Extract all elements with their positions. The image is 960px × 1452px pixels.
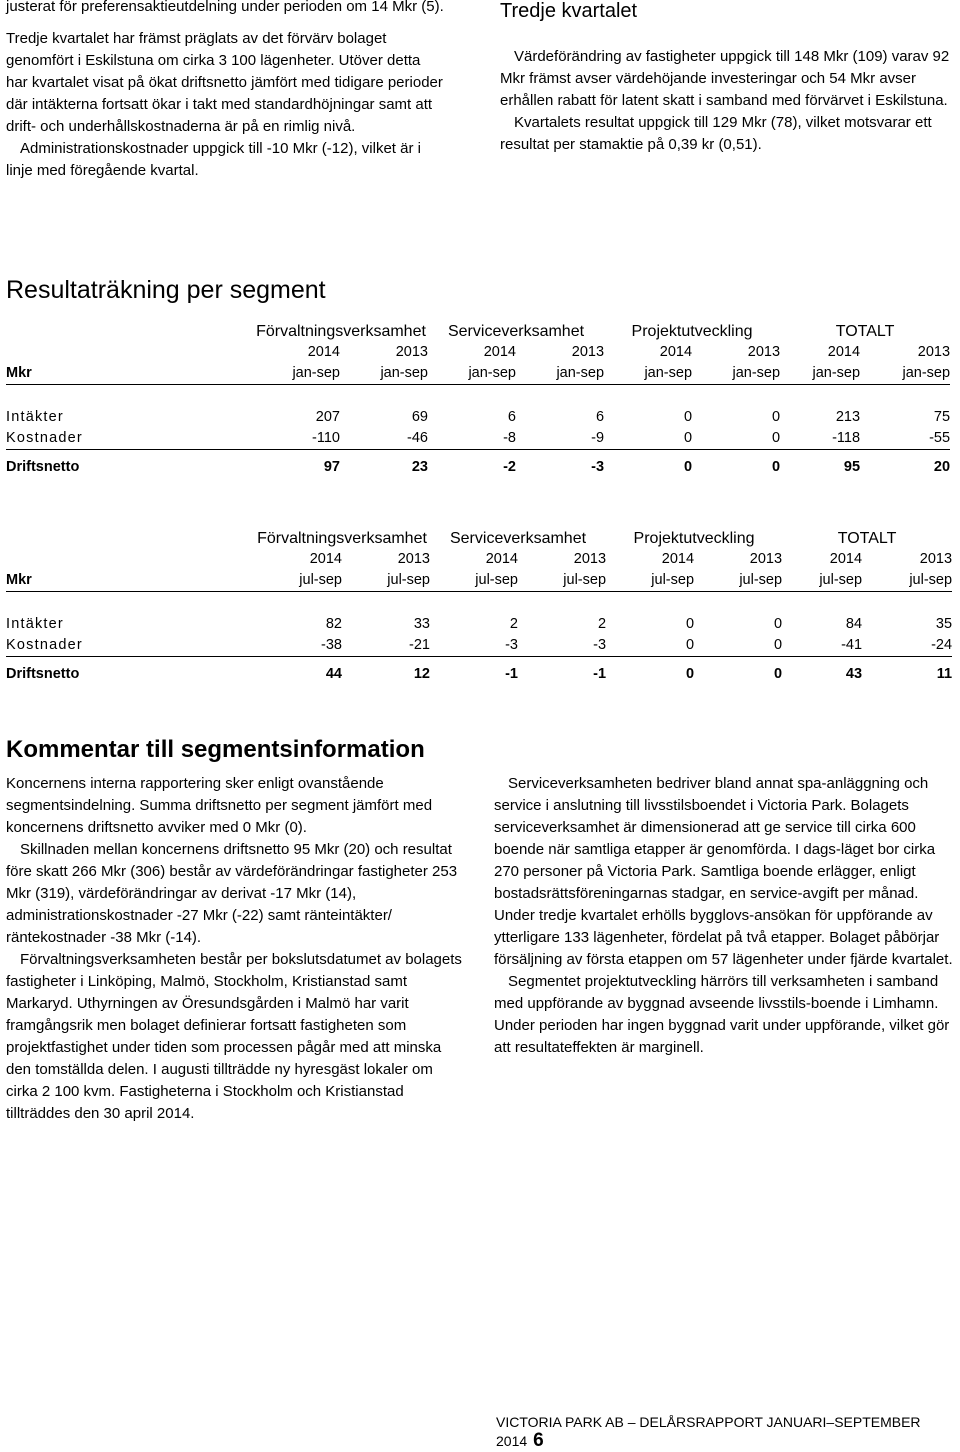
- group-header: Projektutveckling: [633, 529, 755, 547]
- group-header: Förvaltningsverksamhet: [257, 529, 427, 547]
- period-header: jan-sep: [428, 363, 516, 385]
- cell: -46: [340, 428, 428, 450]
- row-label: Kostnader: [6, 635, 254, 657]
- year-header: 2013: [749, 551, 783, 567]
- cell: 0: [604, 428, 692, 450]
- year-header: 2014: [827, 344, 861, 360]
- year-header: 2014: [829, 551, 863, 567]
- period-header: jan-sep: [340, 363, 428, 385]
- paragraph: Segmentet projektutveckling härrörs till verksamheten i samband med uppförande av byggnad avseende livsstils-boende i Limhamn. Under perioden har ingen byggnad varit under uppförande, vilket gör att resultateffekten är marginell.: [494, 973, 950, 1056]
- period-header: jan-sep: [516, 363, 604, 385]
- unit-label: Mkr: [6, 570, 254, 592]
- year-header: 2013: [395, 344, 428, 360]
- year-header: 2014: [483, 344, 516, 360]
- paragraph: Koncernens interna rapportering sker enligt ovanstående segmentsindelning. Summa driftsnetto per segment jämfört med koncernens driftsnetto avviker med 0 Mkr (0).: [6, 775, 433, 836]
- cell: -38: [254, 635, 342, 657]
- cell: -3: [591, 459, 605, 475]
- cell: -41: [782, 635, 862, 657]
- year-header: 2013: [917, 344, 951, 360]
- cell: 213: [835, 409, 861, 425]
- paragraph: Förvaltningsverksamheten består per bokslutsdatumet av bolagets fastigheter i Linköping, Malmö, Stockholm, Kristianstad samt Markaryd. Uthyrningen av Öresundsgården i Malmö har varit framgångsrik men bolaget definierar fortsatt fastigheten som projektfastighet under tiden som processen pågår med att minska den tomställda delen. I augusti tillträdde ny hyresgäst lokaler om cirka 2 100 kvm. Fastigheterna i Stockholm och Kristianstad tillträddes den 30 april 2014.: [6, 951, 462, 1122]
- cell: 0: [692, 428, 780, 450]
- paragraph: Serviceverksamheten bedriver bland annat spa-anläggning och service i anslutning till livsstilsboendet i Victoria Park. Bolagets serviceverksamhet är dimensionerad att ge service till cirka 600 boende när samtliga etapper är genomförda. I dags-läget bor cirka 270 personer på Victoria Park. Samtliga boende erlägger, enligt bostadsrättsföreningarnas stadgar, en service-avgift per månad. Under tredje kvartalet erhölls bygglovs-ansökan för uppförande av ytterligare 133 lägenheter, fördelat på två etapper. Bolaget påbörjar försäljning av första etappen om 57 lägenheter under fjärde kvartalet.: [494, 775, 953, 968]
- page-number: 6: [533, 1430, 544, 1451]
- segment-table-jan-sep: [6, 320, 950, 484]
- period-header: jul-sep: [862, 570, 952, 592]
- table-row: [6, 428, 950, 450]
- period-header: jan-sep: [780, 363, 860, 385]
- row-label: Intäkter: [6, 409, 64, 425]
- period-header: jan-sep: [692, 363, 780, 385]
- cell: 75: [933, 409, 951, 425]
- cell: 0: [683, 409, 693, 425]
- page-footer: [496, 1414, 960, 1452]
- table-row: [6, 614, 952, 635]
- paragraph: Kvartalets resultat uppgick till 129 Mkr (78), vilket motsvarar ett resultat per stamaktie på 0,39 kr (0,51).: [500, 114, 932, 153]
- group-header: Serviceverksamhet: [449, 529, 587, 547]
- year-header: 2014: [485, 551, 518, 567]
- footer-text: VICTORIA PARK AB – DELÅRSRAPPORT JANUARI–SEPTEMBER 2014: [496, 1414, 921, 1449]
- cell: 35: [935, 616, 953, 632]
- cell: -9: [516, 428, 604, 450]
- period-header: jul-sep: [606, 570, 694, 592]
- period-header: jul-sep: [782, 570, 862, 592]
- cell: 69: [411, 409, 428, 425]
- cell: -21: [342, 635, 430, 657]
- cell: -118: [780, 428, 860, 450]
- cell: 0: [773, 616, 783, 632]
- comment-right-column: [494, 773, 956, 1059]
- year-header: 2014: [659, 344, 693, 360]
- comment-left-column: [6, 773, 468, 1125]
- cell: 0: [771, 409, 781, 425]
- cell: 2: [597, 616, 607, 632]
- table-row: [6, 635, 952, 657]
- row-label: Driftsnetto: [6, 666, 80, 682]
- cell: 0: [773, 666, 783, 682]
- year-header: 2014: [309, 551, 342, 567]
- year-header: 2013: [919, 551, 953, 567]
- paragraph: Skillnaden mellan koncernens driftsnetto 95 Mkr (20) och resultat före skatt 266 Mkr (306) består av värdeförändringar fastigheter 253 Mkr (319), värdeförändringar av derivat -17 Mkr (14), administrationskostnader -27 Mkr (-22) samt ränteintäkter/ räntekostnader -38 Mkr (-14).: [6, 841, 458, 946]
- cell: 84: [845, 616, 863, 632]
- top-right-column: [500, 0, 950, 156]
- table-row: [6, 450, 950, 485]
- period-header: jul-sep: [342, 570, 430, 592]
- group-header: Förvaltningsverksamhet: [256, 322, 426, 340]
- section-title: Resultaträkning per segment: [6, 276, 326, 304]
- cell: -24: [862, 635, 952, 657]
- cell: 33: [413, 616, 430, 632]
- cell: 6: [507, 409, 516, 425]
- unit-label: Mkr: [6, 363, 254, 385]
- cell: 12: [413, 666, 430, 682]
- cell: 0: [683, 459, 693, 475]
- paragraph: Tredje kvartalet har främst präglats av det förvärv bolaget genomfört i Eskilstuna om cirka 3 100 lägenheter. Utöver detta har kvartalet visat på ökat driftsnetto jämfört med tidigare perioder där intäkterna fortsatt ökar i takt med standardhöjningar samt att drift- och underhållskostnaderna är på en rimlig nivå.: [6, 30, 443, 135]
- group-header: Serviceverksamhet: [447, 322, 585, 340]
- row-label: Intäkter: [6, 616, 64, 632]
- cell: -2: [503, 459, 516, 475]
- cell: 44: [325, 666, 342, 682]
- cell: -110: [254, 428, 340, 450]
- group-header: TOTALT: [837, 529, 897, 547]
- year-header: 2013: [571, 344, 605, 360]
- period-header: jan-sep: [254, 363, 340, 385]
- cell: 0: [685, 666, 695, 682]
- cell: -1: [593, 666, 607, 682]
- cell: 95: [843, 459, 861, 475]
- year-header: 2013: [397, 551, 430, 567]
- subsection-heading: Tredje kvartalet: [500, 0, 638, 22]
- segment-table-jul-sep: [6, 527, 952, 691]
- cell: 207: [315, 409, 340, 425]
- top-left-column: [6, 0, 446, 182]
- period-header: jul-sep: [430, 570, 518, 592]
- cell: 0: [606, 635, 694, 657]
- cell: 23: [411, 459, 428, 475]
- cell: -8: [428, 428, 516, 450]
- cell: 0: [694, 635, 782, 657]
- period-header: jul-sep: [518, 570, 606, 592]
- cell: 0: [685, 616, 695, 632]
- period-header: jan-sep: [860, 363, 950, 385]
- group-header: TOTALT: [835, 322, 895, 340]
- cell: -55: [860, 428, 950, 450]
- paragraph: Värdeförändring av fastigheter uppgick till 148 Mkr (109) varav 92 Mkr främst avser värdehöjande investeringar och 54 Mkr avser erhållen rabatt för latent skatt i samband med förvärvet i Eskilstuna.: [500, 48, 950, 109]
- group-header: Projektutveckling: [631, 322, 753, 340]
- year-header: 2014: [307, 344, 340, 360]
- year-header: 2013: [747, 344, 781, 360]
- year-header: 2013: [573, 551, 607, 567]
- cell: -1: [505, 666, 518, 682]
- cell: 43: [845, 666, 863, 682]
- year-header: 2014: [661, 551, 695, 567]
- cell: 6: [595, 409, 605, 425]
- table-row: [6, 657, 952, 692]
- paragraph: Administrationskostnader uppgick till -10 Mkr (-12), vilket är i linje med föregående kvartal.: [6, 140, 421, 179]
- cell: 82: [325, 616, 342, 632]
- cell: -3: [518, 635, 606, 657]
- cell: -3: [430, 635, 518, 657]
- paragraph: justerat för preferensaktieutdelning under perioden om 14 Mkr (5).: [6, 0, 444, 15]
- cell: 97: [323, 459, 340, 475]
- period-header: jul-sep: [254, 570, 342, 592]
- cell: 0: [771, 459, 781, 475]
- cell: 2: [509, 616, 518, 632]
- table-row: [6, 407, 950, 428]
- period-header: jan-sep: [604, 363, 692, 385]
- cell: 20: [933, 459, 951, 475]
- row-label: Kostnader: [6, 428, 254, 450]
- period-header: jul-sep: [694, 570, 782, 592]
- cell: 11: [936, 666, 953, 682]
- row-label: Driftsnetto: [6, 459, 80, 475]
- comment-heading: Kommentar till segmentsinformation: [6, 736, 425, 763]
